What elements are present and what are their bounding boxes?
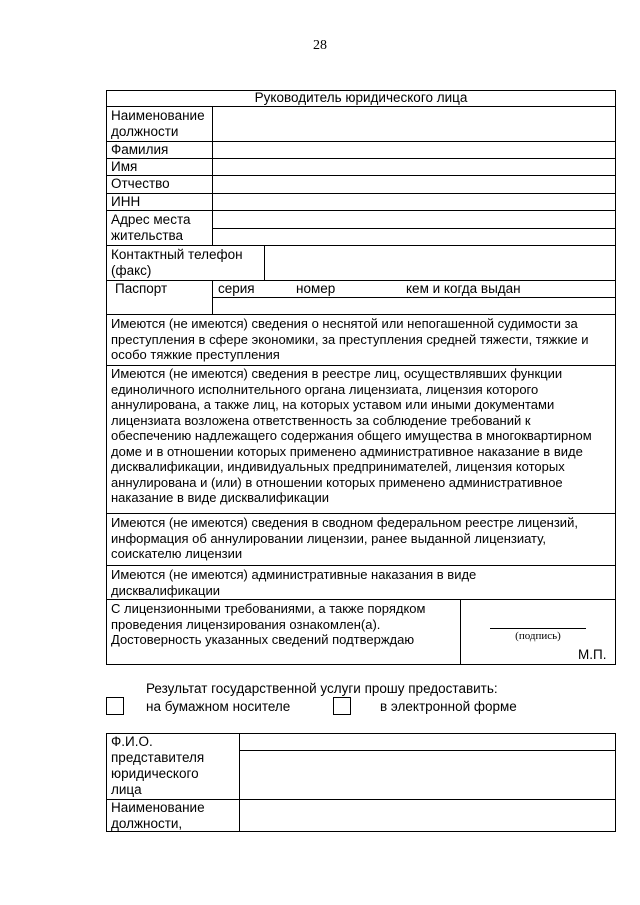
ack-confirm: Достоверность указанных сведений подтверждаю: [111, 632, 415, 647]
paper-checkbox[interactable]: [106, 697, 124, 715]
paper-option-label: на бумажном носителе: [146, 699, 291, 714]
passport-issued-label: кем и когда выдан: [406, 281, 521, 296]
signature-line: [490, 628, 586, 629]
label-passport: Паспорт: [115, 281, 168, 296]
label-surname: Фамилия: [111, 142, 169, 157]
label-representative-fio: Ф.И.О. представителя юридического лица: [111, 734, 205, 797]
statement-administrative: Имеются (не имеются) административные наказания в виде дисквалификации: [111, 567, 477, 598]
passport-number-label: номер: [296, 281, 336, 296]
label-inn: ИНН: [111, 194, 141, 209]
page-number: 28: [313, 38, 327, 53]
ack-requirements: С лицензионными требованиями, а также порядком проведения лицензирования ознакомлен(а).: [111, 601, 426, 632]
statement-conviction: Имеются (не имеются) сведения о неснятой или непогашенной судимости за преступления в сфере экономики, за преступления средней тяжести, тяжкие и особо тяжкие преступления: [111, 316, 589, 362]
statement-registry: Имеются (не имеются) сведения в реестре лиц, осуществлявших функции единоличного исполнительного органа лицензиата, лицензия которого аннулирована, а также лиц, на которых уставом или иными документами лицензиата возложена ответственность за соблюдение требований к обеспечению надлежащего содержания общего имущества в многоквартирном доме и в отношении которых применено административное наказание в виде дисквалификации, индивидуальных предпринимателей, лицензия которых аннулирована и (или) в отношении которых применено административное наказание в виде дисквалификации: [111, 366, 592, 505]
passport-series-label: серия: [218, 281, 255, 296]
label-patronymic: Отчество: [111, 176, 170, 191]
label-phone: Контактный телефон (факс): [111, 247, 243, 278]
stamp-label: М.П.: [578, 647, 607, 662]
electronic-checkbox[interactable]: [333, 697, 351, 715]
signature-caption: (подпись): [515, 630, 561, 642]
statement-federal-registry: Имеются (не имеются) сведения в сводном федеральном реестре лицензий, информация об аннулировании лицензии, ранее выданной лицензиату, соискателю лицензии: [111, 515, 578, 561]
label-name: Имя: [111, 159, 138, 174]
label-position: Наименование должности: [111, 108, 205, 139]
label-representative-position: Наименование должности,: [111, 800, 205, 831]
label-address: Адрес места жительства: [111, 212, 191, 243]
delivery-prompt: Результат государственной услуги прошу предоставить:: [146, 681, 498, 696]
electronic-option-label: в электронной форме: [380, 699, 517, 714]
head-section-title: Руководитель юридического лица: [254, 90, 468, 105]
